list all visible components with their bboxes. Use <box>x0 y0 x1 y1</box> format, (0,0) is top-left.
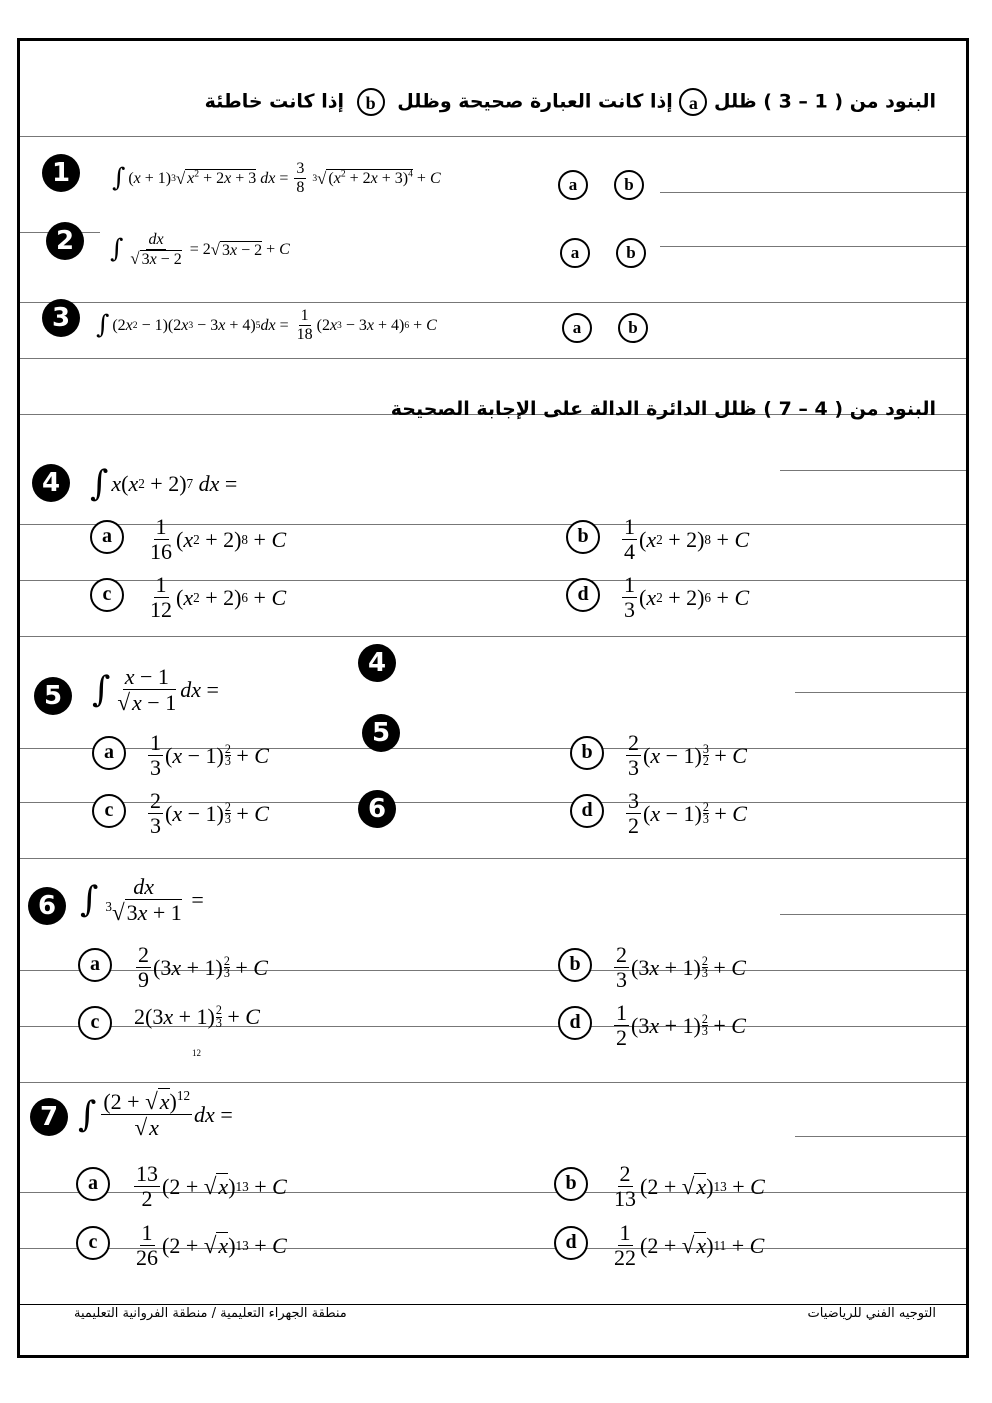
item-7-choice-a[interactable]: a <box>76 1167 110 1201</box>
item-7-option-b: $\frac{2}{13}$ (2 + √ x ) 13 + C <box>614 1161 765 1211</box>
item-1-number: 1 <box>42 154 80 192</box>
divider <box>20 136 966 137</box>
item-4-choice-d[interactable]: d <box>566 578 600 612</box>
item-7-choice-b[interactable]: b <box>554 1167 588 1201</box>
item-2-equation: ∫ $\frac{dx}{√ 3x - 2}$ = 2 √ 3x − 2 + C <box>110 231 290 268</box>
stray-badge-6: 6 <box>358 790 396 828</box>
item-6-number: 6 <box>28 887 66 925</box>
item-1-choice-b[interactable]: b <box>614 170 644 200</box>
item-2-choice-b[interactable]: b <box>616 238 646 268</box>
answer-line <box>795 692 966 693</box>
item-5-choice-a[interactable]: a <box>92 736 126 770</box>
answer-line <box>660 192 966 193</box>
item-4-option-d: $\frac{1}{3}$ ( x 2 + 2) 6 + C <box>624 572 750 622</box>
item-3-choice-b[interactable]: b <box>618 313 648 343</box>
item-5-option-a: $\frac{1}{3}$ ( x − 1) 2 3 + C <box>150 730 269 780</box>
item-4-question: ∫ x ( x 2 + 2) 7 dx = <box>90 463 238 504</box>
divider <box>20 1082 966 1083</box>
item-4-number: 4 <box>32 464 70 502</box>
answer-line <box>780 914 966 915</box>
stray-mark: 12 <box>192 1048 201 1058</box>
section2-title: البنود من ( 4 – 7 ) ظلل الدائرة الدالة على الإجابة الصحيحة <box>390 398 936 420</box>
footer-right: التوجيه الفني للرياضيات <box>807 1306 936 1321</box>
item-6-choice-c[interactable]: c <box>78 1006 112 1040</box>
footer-left: منطقة الجهراء التعليمية / منطقة الفروانية التعليمية <box>74 1306 347 1321</box>
item-6-option-b: $\frac{2}{3}$ (3 x + 1) 2 3 + C <box>616 942 746 992</box>
item-6-option-c: 2(3 x + 1) 2 3 + C <box>134 1003 260 1030</box>
title-circle-a: a <box>679 88 707 116</box>
answer-line <box>780 470 966 471</box>
item-1-equation: ∫ ( x + 1) 3 √ $x^2 + 2x + 3$ dx = $\frac{3}{8}$ 3 √ $(x^2 + 2x + 3)^4$ + C <box>112 160 441 196</box>
item-4-option-b: $\frac{1}{4}$ ( x 2 + 2) 8 + C <box>624 514 750 564</box>
item-1-choice-a[interactable]: a <box>558 170 588 200</box>
item-3-equation: ∫ (2 x 2 − 1)(2 x 3 − 3 x + 4) 5 dx = $\frac{1}{18}$ (2 x 3 − 3 x + 4) 6 + C <box>96 307 437 343</box>
item-5-question: ∫ $\frac{x - 1}{√x - 1}$ dx = <box>92 664 219 715</box>
item-7-choice-c[interactable]: c <box>76 1226 110 1260</box>
item-6-choice-b[interactable]: b <box>558 948 592 982</box>
item-4-option-c: $\frac{1}{12}$ ( x 2 + 2) 6 + C <box>150 572 287 622</box>
item-5-option-c: $\frac{2}{3}$ ( x − 1) 2 3 + C <box>150 788 269 838</box>
item-7-option-d: $\frac{1}{22}$ (2 + √ x ) 11 + C <box>614 1220 765 1270</box>
item-3-number: 3 <box>42 299 80 337</box>
item-7-option-c: $\frac{1}{26}$ (2 + √ x ) 13 + C <box>136 1220 287 1270</box>
answer-line <box>660 246 966 247</box>
stray-badge-4: 4 <box>358 644 396 682</box>
item-4-choice-a[interactable]: a <box>90 520 124 554</box>
item-5-number: 5 <box>34 677 72 715</box>
divider <box>20 302 966 303</box>
item-2-choice-a[interactable]: a <box>560 238 590 268</box>
footer-rule <box>20 1304 966 1305</box>
item-7-option-a: $\frac{13}{2}$ (2 + √ x ) 13 + C <box>136 1161 287 1211</box>
item-6-choice-a[interactable]: a <box>78 948 112 982</box>
item-6-option-a: $\frac{2}{9}$ (3 x + 1) 2 3 + C <box>138 942 268 992</box>
item-6-question: ∫ $\frac{dx}{^3√3x + 1}$ = <box>80 874 204 925</box>
item-5-option-b: $\frac{2}{3}$ ( x − 1) 3 2 + C <box>628 730 747 780</box>
title-circle-b: b <box>357 88 385 116</box>
item-4-choice-b[interactable]: b <box>566 520 600 554</box>
item-6-option-d: $\frac{1}{2}$ (3 x + 1) 2 3 + C <box>616 1000 746 1050</box>
item-5-choice-c[interactable]: c <box>92 794 126 828</box>
item-5-option-d: $\frac{3}{2}$ ( x − 1) 2 3 + C <box>628 788 747 838</box>
divider <box>20 636 966 637</box>
item-5-choice-b[interactable]: b <box>570 736 604 770</box>
stray-badge-5: 5 <box>362 714 400 752</box>
divider <box>20 358 966 359</box>
item-5-choice-d[interactable]: d <box>570 794 604 828</box>
item-6-choice-d[interactable]: d <box>558 1006 592 1040</box>
section1-title: البنود من ( 1 – 3 ) ظلل a إذا كانت العبارة صحيحة وظلل b إذا كانت خاطئة <box>205 88 936 116</box>
item-4-option-a: $\frac{1}{16}$ ( x 2 + 2) 8 + C <box>150 514 287 564</box>
item-7-question: ∫ $\frac{(2 + √x)^{12}}{√x}$ dx = <box>78 1087 233 1141</box>
item-7-number: 7 <box>30 1098 68 1136</box>
item-2-number: 2 <box>46 222 84 260</box>
divider <box>20 858 966 859</box>
item-4-choice-c[interactable]: c <box>90 578 124 612</box>
item-3-choice-a[interactable]: a <box>562 313 592 343</box>
answer-line <box>795 1136 966 1137</box>
item-7-choice-d[interactable]: d <box>554 1226 588 1260</box>
